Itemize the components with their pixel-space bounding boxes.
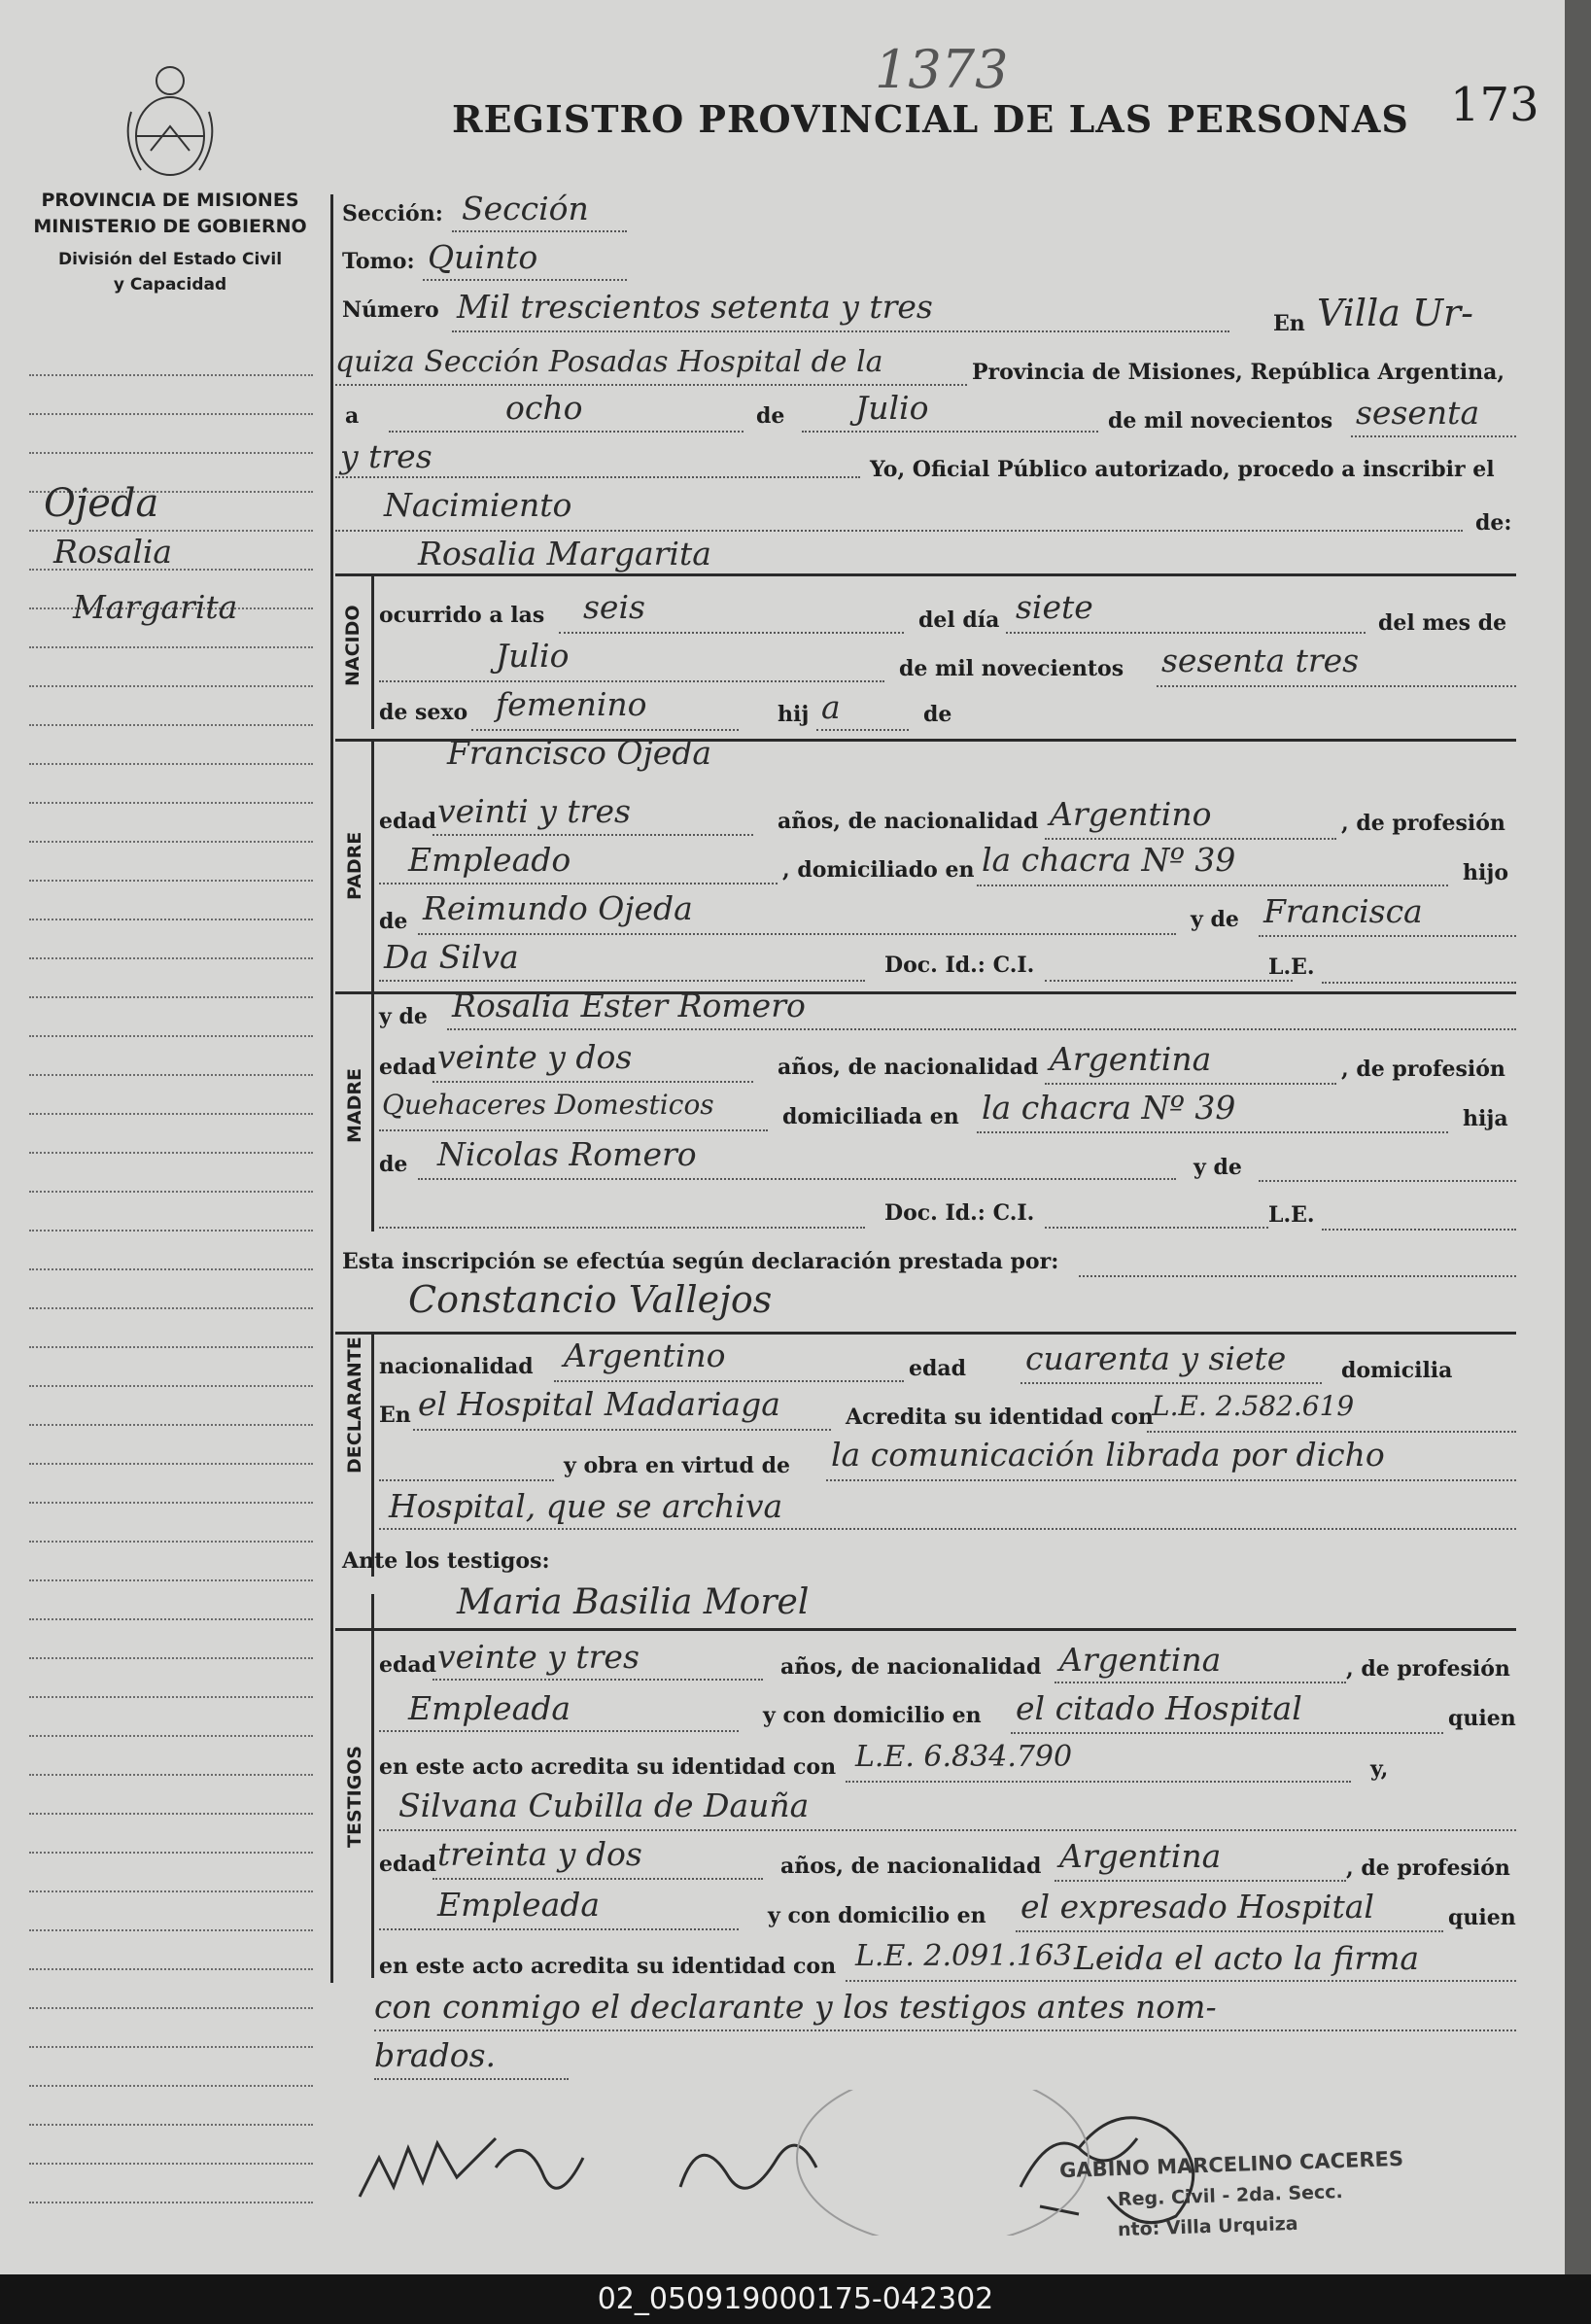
- padre-divider: [371, 741, 374, 993]
- t1-prof-value: Empleada: [408, 1689, 571, 1727]
- ante-label: Ante los testigos:: [342, 1548, 550, 1574]
- madre-prof-label: , de profesión: [1341, 1057, 1505, 1082]
- padre-madre-value1: Francisca: [1263, 892, 1423, 930]
- t1-dom-value: el citado Hospital: [1016, 1689, 1302, 1727]
- testigos-divider: [371, 1594, 374, 1978]
- sexo-label: de sexo: [379, 700, 468, 725]
- padre-dom-label: , domiciliado en: [782, 857, 975, 883]
- nombre-value: Rosalia Margarita: [418, 535, 711, 572]
- coat-of-arms-seal: [117, 53, 224, 180]
- cierre-line2: brados.: [374, 2036, 496, 2074]
- de-colon-label: de:: [1475, 510, 1512, 536]
- hij-suffix-value: a: [821, 688, 841, 726]
- declarante-value: Constancio Vallejos: [408, 1278, 773, 1321]
- form-left-border: [330, 194, 333, 1983]
- padre-nac-value: Argentino: [1050, 795, 1212, 833]
- t2-quien-label: quien: [1448, 1905, 1516, 1930]
- sexo-value: femenino: [496, 685, 647, 723]
- t2-acto-label: en este acto acredita su identidad con: [379, 1954, 837, 1979]
- numero-value: Mil trescientos setenta y tres: [457, 288, 933, 326]
- testigo1-value: Maria Basilia Morel: [457, 1582, 810, 1622]
- madre-le-label: L.E.: [1268, 1202, 1315, 1228]
- t2-prof-label: , de profesión: [1346, 1856, 1510, 1881]
- madre-dom-label: domiciliada en: [782, 1104, 959, 1129]
- t1-prof-label: , de profesión: [1346, 1656, 1510, 1682]
- t1-edad-label: edad: [379, 1652, 437, 1678]
- t2-prof-value: Empleada: [437, 1886, 601, 1924]
- numero-label: Número: [342, 297, 439, 323]
- stamp-line2: Reg. Civil - 2da. Secc.: [1117, 2180, 1344, 2211]
- decl-en-label: En: [379, 1403, 411, 1428]
- decl-dom-value: el Hospital Madariaga: [418, 1385, 780, 1423]
- declarante-divider: [371, 1334, 374, 1577]
- lugar-value1: Villa Ur-: [1317, 292, 1473, 334]
- t1-y-label: y,: [1370, 1756, 1389, 1782]
- madre-dom-value: la chacra Nº 39: [982, 1089, 1236, 1127]
- agency-line4: y Capacidad: [113, 275, 227, 295]
- t2-edad-value: treinta y dos: [437, 1835, 642, 1873]
- agency-line2: MINISTERIO DE GOBIERNO: [33, 216, 307, 237]
- padre-le-label: L.E.: [1268, 954, 1315, 980]
- footer-bar: [0, 2274, 1591, 2324]
- testigo2-value: Silvana Cubilla de Dauña: [398, 1786, 810, 1824]
- padre-padre-value: Reimundo Ojeda: [423, 889, 693, 927]
- padre-madre-value2: Da Silva: [384, 938, 519, 976]
- padre-section-label: PADRE: [344, 831, 365, 900]
- de-label: de: [756, 403, 785, 429]
- t2-doc-value: L.E. 2.091.163: [855, 1939, 1073, 1973]
- decl-nac-label: nacionalidad: [379, 1354, 534, 1379]
- seccion-value: Sección: [462, 190, 589, 227]
- en-label: En: [1273, 311, 1305, 336]
- t1-nac-label: años, de nacionalidad: [780, 1654, 1042, 1680]
- decl-nac-value: Argentino: [564, 1336, 726, 1374]
- madre-nombre-value: Rosalia Ester Romero: [452, 987, 806, 1024]
- stamp-line3: nto: Villa Urquiza: [1117, 2212, 1298, 2241]
- madre-padre-value: Nicolas Romero: [437, 1135, 697, 1173]
- madre-doc-label: Doc. Id.: C.I.: [884, 1200, 1035, 1226]
- padre-de-label: de: [379, 909, 408, 934]
- hijo-label: hijo: [1463, 860, 1508, 885]
- anio-nac-value: sesenta tres: [1161, 642, 1360, 679]
- tomo-value: Quinto: [428, 238, 538, 276]
- declarante-top-rule: [335, 1332, 1516, 1335]
- madre-prof-value: Quehaceres Domesticos: [382, 1089, 714, 1121]
- t1-nac-value: Argentina: [1059, 1641, 1222, 1679]
- madre-divider: [371, 993, 374, 1231]
- padre-doc-label: Doc. Id.: C.I.: [884, 953, 1035, 978]
- document-title: REGISTRO PROVINCIAL DE LAS PERSONAS: [452, 97, 1409, 141]
- decl-edad-value: cuarenta y siete: [1025, 1339, 1287, 1377]
- testigos-top-rule: [335, 1628, 1516, 1631]
- obra-label: y obra en virtud de: [564, 1453, 790, 1478]
- decl-edad-label: edad: [909, 1356, 967, 1381]
- testigos-section-label: TESTIGOS: [344, 1745, 365, 1848]
- oficial-label: Yo, Oficial Público autorizado, procedo a inscribir el: [870, 457, 1495, 482]
- de-label-2: de: [923, 702, 952, 727]
- t2-nac-label: años, de nacionalidad: [780, 1854, 1042, 1879]
- de-mil-nac-label: de mil novecientos: [899, 656, 1124, 681]
- obra-value2: Hospital, que se archiva: [389, 1487, 783, 1525]
- mes-nac-value: Julio: [496, 637, 570, 675]
- footer-id: 02_050919000175-042302: [597, 2282, 994, 2316]
- del-dia-label: del día: [918, 607, 1000, 633]
- padre-nombre-value: Francisco Ojeda: [447, 734, 712, 772]
- a-label: a: [345, 403, 360, 429]
- seccion-label: Sección:: [342, 201, 443, 226]
- page-edge-shadow: [1565, 0, 1591, 2274]
- t1-acto-label: en este acto acredita su identidad con: [379, 1754, 837, 1780]
- t2-dom-label: y con domicilio en: [768, 1903, 986, 1928]
- padre-dom-value: la chacra Nº 39: [982, 841, 1236, 879]
- padre-prof-value: Empleado: [408, 841, 571, 879]
- anio-value2: y tres: [340, 437, 432, 475]
- madre-edad-value: veinte y dos: [437, 1038, 633, 1076]
- nacido-top-rule: [335, 573, 1516, 576]
- padre-nac-label: años, de nacionalidad: [778, 809, 1039, 834]
- t1-quien-label: quien: [1448, 1706, 1516, 1731]
- padre-edad-value: veinti y tres: [437, 792, 631, 830]
- tomo-label: Tomo:: [342, 249, 415, 274]
- stamp-line1: GABINO MARCELINO CACERES: [1058, 2146, 1404, 2183]
- del-mes-label: del mes de: [1378, 610, 1507, 636]
- mes-value: Julio: [855, 389, 929, 427]
- agency-line1: PROVINCIA DE MISIONES: [41, 190, 299, 211]
- t2-edad-label: edad: [379, 1852, 437, 1877]
- acto-value: Nacimiento: [384, 486, 572, 524]
- cierre-line0: Leida el acto la firma: [1074, 1939, 1420, 1977]
- margin-name1: Rosalia: [53, 533, 173, 571]
- madre-section-label: MADRE: [344, 1068, 365, 1143]
- madre-nac-label: años, de nacionalidad: [778, 1055, 1039, 1080]
- padre-y-de-label: y de: [1191, 907, 1239, 932]
- madre-edad-label: edad: [379, 1055, 437, 1080]
- t2-nac-value: Argentina: [1059, 1837, 1222, 1875]
- handwritten-record-number: 1373: [875, 39, 1009, 100]
- padre-edad-label: edad: [379, 809, 437, 834]
- inscripcion-label: Esta inscripción se efectúa según declaración prestada por:: [342, 1249, 1059, 1274]
- margin-surname: Ojeda: [44, 481, 159, 526]
- madre-y-de-label: y de: [379, 1004, 428, 1029]
- decl-acredita-label: Acredita su identidad con: [846, 1405, 1154, 1430]
- madre-nac-value: Argentina: [1050, 1040, 1212, 1078]
- declarante-section-label: DECLARANTE: [344, 1336, 365, 1474]
- hij-label: hij: [778, 702, 810, 727]
- anio-value1: sesenta: [1356, 394, 1480, 432]
- t1-doc-value: L.E. 6.834.790: [855, 1740, 1073, 1774]
- agency-line3: División del Estado Civil: [57, 250, 283, 269]
- padre-prof-label: , de profesión: [1341, 811, 1505, 836]
- margin-name2: Margarita: [73, 588, 238, 626]
- madre-de-label: de: [379, 1152, 408, 1177]
- hora-value: seis: [583, 588, 645, 626]
- t1-dom-label: y con domicilio en: [763, 1703, 982, 1728]
- provincia-label: Provincia de Misiones, República Argentina,: [972, 360, 1505, 385]
- lugar-value2: quiza Sección Posadas Hospital de la: [335, 345, 883, 379]
- nacido-section-label: NACIDO: [342, 605, 363, 686]
- page-number: 173: [1450, 78, 1539, 132]
- madre-y-de-label-2: y de: [1193, 1155, 1242, 1180]
- dia-value: ocho: [505, 389, 583, 427]
- t2-dom-value: el expresado Hospital: [1020, 1888, 1374, 1925]
- hija-label: hija: [1463, 1106, 1508, 1131]
- decl-domicilia-label: domicilia: [1341, 1358, 1453, 1383]
- dia-nac-value: siete: [1016, 588, 1093, 626]
- t1-edad-value: veinte y tres: [437, 1638, 640, 1676]
- nacido-divider: [371, 575, 374, 729]
- cierre-line1: con conmigo el declarante y los testigos antes nom-: [374, 1988, 1217, 2026]
- ocurrido-label: ocurrido a las: [379, 603, 545, 628]
- decl-doc-value: L.E. 2.582.619: [1152, 1390, 1355, 1422]
- obra-value1: la comunicación librada por dicho: [831, 1436, 1385, 1474]
- de-mil-label: de mil novecientos: [1108, 408, 1333, 434]
